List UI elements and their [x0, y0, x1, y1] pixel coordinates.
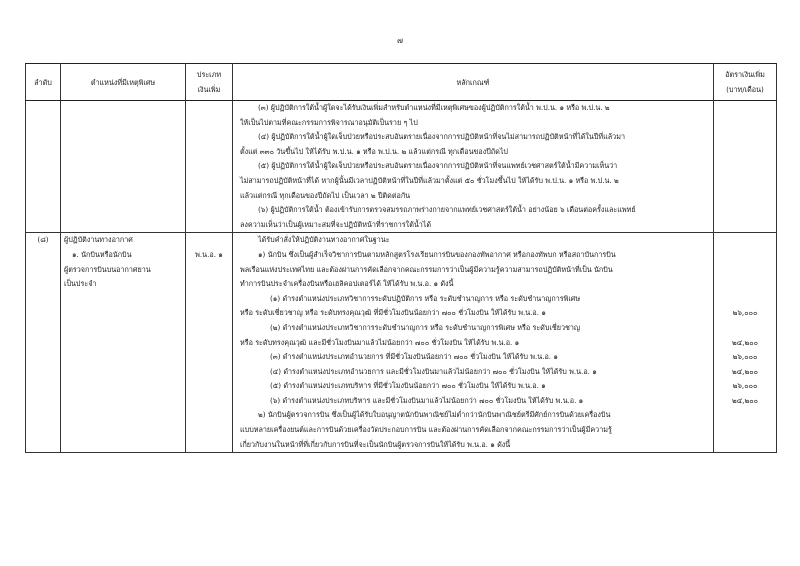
cell-order: (๘) [26, 233, 61, 453]
criteria-line: ไม่สามารถปฏิบัติหน้าที่ได้ หากผู้นั้นมีเวลาปฏิบัติหน้าที่ในปีที่แล้วมาตั้งแต่ ๕๐ ชั่วโมงขึ้นไป ให้ได้รับ พ.ป.น. ๑ หรือ พ.ป.น. ๒ [240, 175, 619, 185]
rate-value [717, 248, 773, 263]
rate-value [717, 277, 773, 292]
rate-value [717, 263, 773, 278]
criteria-line: ๑) นักบิน ซึ่งเป็นผู้สำเร็จวิชาการบินตามหลักสูตรโรงเรียนการบินของกองทัพอากาศ หรือกองทัพบก หรือสถาบันการบิน [258, 249, 616, 259]
header-rate-line2: (บาท/เดือน) [726, 85, 764, 94]
criteria-line: (๔) ผู้ปฏิบัติการใต้น้ำผู้ใดเจ็บป่วยหรือประสบอันตรายเนื่องจากการปฏิบัติหน้าที่จนไม่สามารถปฏิบัติหน้าที่ได้ในปีที่แล้วมา [258, 132, 625, 142]
rate-value: ๒๔,๒๐๐ [732, 395, 758, 405]
rate-value: ๒๖,๐๐๐ [732, 381, 758, 391]
position-line: เป็นประจำ [64, 279, 97, 289]
criteria-line: ได้รับคำสั่งให้ปฏิบัติงานทางอากาศในฐานะ [258, 235, 390, 245]
cell-position [61, 101, 186, 233]
header-rate-line1: อัตราเงินเพิ่ม [725, 70, 765, 79]
cell-rate [714, 101, 777, 233]
criteria-line: (๖) ดำรงตำแหน่งประเภทบริหาร และมีชั่วโมงบินมาแล้วไม่น้อยกว่า ๗๐๐ ชั่วโมงบิน ให้ได้รับ พ.น.อ. ๑ [270, 395, 584, 405]
criteria-line: หรือ ระดับทรงคุณวุฒิ และมีชั่วโมงบินมาแล้วไม่น้อยกว่า ๗๐๐ ชั่วโมงบิน ให้ได้รับ พ.น.อ. ๑ [240, 337, 520, 347]
rate-value [717, 292, 773, 307]
cell-criteria [233, 101, 714, 233]
criteria-line: (๕) ผู้ปฏิบัติการใต้น้ำผู้ใดเจ็บป่วยหรือประสบอันตรายเนื่องจากการปฏิบัติหน้าที่จนแพทย์เวชศาสตร์ใต้น้ำมีความเห็นว่า [258, 161, 618, 171]
table-header-row [26, 64, 777, 101]
rate-value: ๒๔,๒๐๐ [732, 366, 758, 376]
cell-rate [714, 233, 777, 453]
position-line: ผู้ปฏิบัติงานทางอากาศ [64, 235, 133, 245]
cell-type [186, 101, 233, 233]
criteria-line: (๔) ดำรงตำแหน่งประเภทอำนวยการ และมีชั่วโมงบินมาแล้วไม่น้อยกว่า ๗๐๐ ชั่วโมงบิน ให้ได้รับ พ.น.อ. ๑ [270, 366, 597, 376]
header-rate [714, 64, 777, 101]
criteria-line: ทำการบินประจำเครื่องบินหรือเฮลิคอปเตอร์ได้ ให้ได้รับ พ.น.อ. ๑ ดังนี้ [240, 279, 454, 289]
allowance-type: พ.น.อ. ๑ [195, 249, 223, 259]
criteria-line: ตั้งแต่ ๓๓๐ วันขึ้นไป ให้ได้รับ พ.ป.น. ๑ หรือ พ.ป.น. ๒ แล้วแต่กรณี ทุกเดือนของปีถัดไป [240, 146, 508, 156]
criteria-line: (๒) ดำรงตำแหน่งประเภทวิชาการระดับชำนาญการ หรือ ระดับชำนาญการพิเศษ หรือ ระดับเชี่ยวชาญ [270, 322, 581, 332]
allowance-table [25, 63, 777, 453]
criteria-line: (๑) ดำรงตำแหน่งประเภทวิชาการระดับปฏิบัติการ หรือ ระดับชำนาญการ หรือ ระดับชำนาญการพิเศษ [270, 293, 581, 303]
header-type-line2: เงินเพิ่ม [197, 85, 221, 94]
header-criteria: หลักเกณฑ์ [233, 64, 714, 101]
criteria-line: ๒) นักบินผู้ตรวจการบิน ซึ่งเป็นผู้ได้รับใบอนุญาตนักบินพาณิชย์ไม่ต่ำกว่านักบินพาณิชย์ตรีมีศักย์การบินด้วยเครื่องบิน [258, 410, 611, 420]
rate-value [717, 438, 773, 453]
criteria-line: หรือ ระดับเชี่ยวชาญ หรือ ระดับทรงคุณวุฒิ ที่มีชั่วโมงบินน้อยกว่า ๗๐๐ ชั่วโมงบิน ให้ได้รับ พ.น.อ. ๑ [240, 308, 546, 318]
criteria-line: แล้วแต่กรณี ทุกเดือนของปีถัดไป เป็นเวลา ๒ ปีติดต่อกัน [240, 190, 411, 200]
rate-value: ๒๔,๒๐๐ [732, 337, 758, 347]
page-number: ๗ [396, 36, 403, 45]
position-line: ผู้ตรวจการบินบนอากาศยาน [64, 264, 151, 274]
rate-value [717, 321, 773, 336]
criteria-line: พลเรือนแห่งประเทศไทย และต้องผ่านการคัดเลือกจากคณะกรรมการว่าเป็นผู้มีความรู้ความสามารถปฏิบัติหน้าที่เป็น นักบิน [240, 264, 613, 274]
criteria-line: แบบหลายเครื่องยนต์และการบินด้วยเครื่องวัดประกอบการบิน และต้องผ่านการคัดเลือกจากคณะกรรมการว่าเป็นผู้มีความรู้ [240, 425, 612, 435]
criteria-line: (๖) ผู้ปฏิบัติการใต้น้ำ ต้องเข้ารับการตรวจสมรรถภาพร่างกายจากแพทย์เวชศาสตร์ใต้น้ำ อย่างน้อย ๖ เดือนต่อครั้งและแพทย์ [258, 205, 636, 215]
criteria-line: (๓) ผู้ปฏิบัติการใต้น้ำผู้ใดจะได้รับเงินเพิ่มสำหรับตำแหน่งที่มีเหตุพิเศษของผู้ปฏิบัติการใต้น้ำ พ.ป.น. ๑ หรือ พ.ป.น. ๒ [258, 103, 610, 112]
cell-order [26, 101, 61, 233]
header-type [186, 64, 233, 101]
header-type-line1: ประเภท [196, 70, 222, 79]
rate-value: ๒๖,๐๐๐ [732, 308, 758, 318]
rate-value [717, 423, 773, 438]
rate-value [717, 233, 773, 248]
rate-value [717, 408, 773, 423]
cell-type [186, 233, 233, 453]
header-order: ลำดับ [26, 64, 61, 101]
position-line: ๑. นักบินหรือนักบิน [72, 249, 132, 259]
criteria-line: (๕) ดำรงตำแหน่งประเภทบริหาร ที่มีชั่วโมงบินน้อยกว่า ๗๐๐ ชั่วโมงบิน ให้ได้รับ พ.น.อ. ๑ [270, 381, 546, 391]
table-row-8 [26, 233, 777, 453]
criteria-line: เกี่ยวกับงานในหน้าที่ที่เกี่ยวกับการบินที่จะเป็นนักบินผู้ตรวจการบินให้ได้รับ พ.น.อ. ๑ ดังนี้ [240, 439, 511, 449]
criteria-line: (๓) ดำรงตำแหน่งประเภทอำนวยการ ที่มีชั่วโมงบินน้อยกว่า ๗๐๐ ชั่วโมงบิน ให้ได้รับ พ.น.อ. ๑ [270, 352, 558, 362]
cell-position [61, 233, 186, 453]
cell-criteria [233, 233, 714, 453]
criteria-line: ให้เป็นไปตามที่คณะกรรมการพิจารณาอนุมัติเป็นราย ๆ ไป [240, 117, 418, 127]
rate-value: ๒๖,๐๐๐ [732, 352, 758, 362]
table-row-continued [26, 101, 777, 233]
header-position: ตำแหน่งที่มีเหตุพิเศษ [61, 64, 186, 101]
criteria-line: ลงความเห็นว่าเป็นผู้เหมาะสมที่จะปฏิบัติหน้าที่ราชการใต้น้ำได้ [240, 219, 432, 229]
